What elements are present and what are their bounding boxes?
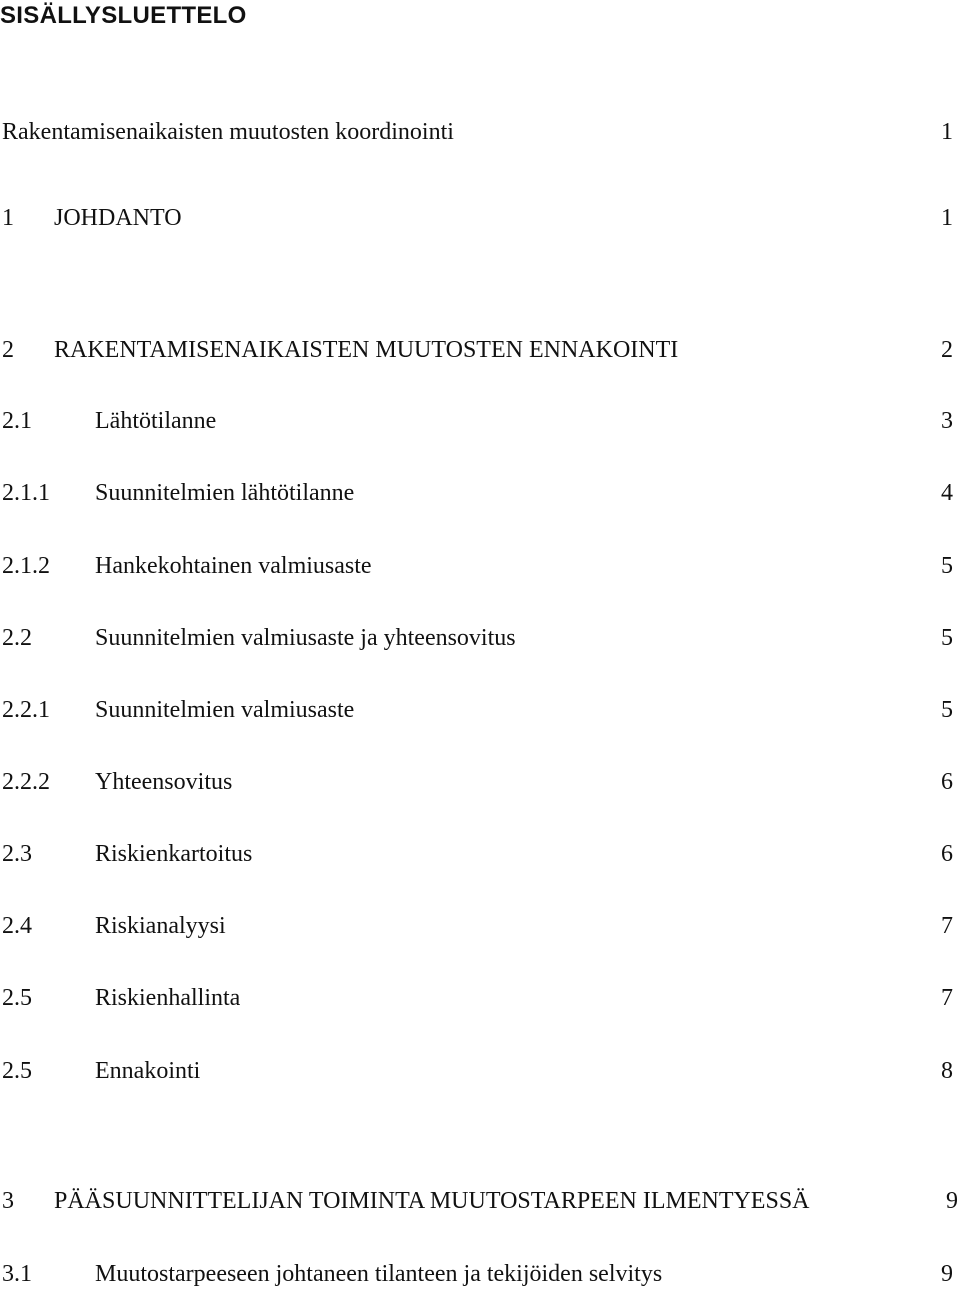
- toc-entry-number: 2.5: [2, 1058, 32, 1084]
- toc-entry-page: 7: [941, 913, 953, 939]
- toc-entry-text: RAKENTAMISENAIKAISTEN MUUTOSTEN ENNAKOINTI: [54, 337, 679, 363]
- toc-entry-text: Rakentamisenaikaisten muutosten koordinointi: [2, 119, 454, 145]
- toc-entry-page: 5: [941, 625, 953, 651]
- toc-entry-text: Suunnitelmien lähtötilanne: [95, 480, 355, 506]
- toc-entry: [0, 982, 960, 1014]
- toc-entry: [0, 622, 960, 654]
- toc-entry-number: 1: [2, 205, 14, 231]
- toc-entry: [0, 766, 960, 798]
- toc-entry: [0, 202, 960, 234]
- toc-title: SISÄLLYSLUETTELO: [0, 2, 247, 29]
- toc-entry-number: 2.5: [2, 985, 32, 1011]
- toc-entry-text: JOHDANTO: [54, 205, 182, 231]
- toc-entry-page: 7: [941, 985, 953, 1011]
- toc-entry-text: Suunnitelmien valmiusaste: [95, 697, 355, 723]
- toc-entry-number: 2.1.2: [2, 553, 50, 579]
- toc-entry-text: Ennakointi: [95, 1058, 201, 1084]
- toc-entry: [0, 334, 960, 366]
- toc-entry: [0, 477, 960, 509]
- toc-entry-text: Yhteensovitus: [95, 769, 233, 795]
- toc-entry: [0, 550, 960, 582]
- toc-entry-number: 2.2: [2, 625, 32, 651]
- toc-entry-page: 6: [941, 841, 953, 867]
- toc-entry-page: 4: [941, 480, 953, 506]
- toc-entry: [0, 1258, 960, 1290]
- toc-entry: [0, 838, 960, 870]
- toc-entry-number: 2.3: [2, 841, 32, 867]
- toc-entry: [0, 694, 960, 726]
- toc-entry-number: 2.4: [2, 913, 32, 939]
- toc-entry-number: 2.1: [2, 408, 32, 434]
- toc-entry-page: 1: [941, 205, 953, 231]
- toc-entry-text: Riskienhallinta: [95, 985, 241, 1011]
- toc-entry-number: 3.1: [2, 1261, 32, 1287]
- toc-entry-page: 9: [946, 1188, 958, 1214]
- toc-entry-page: 6: [941, 769, 953, 795]
- toc-entry-number: 2: [2, 337, 14, 363]
- toc-entry: [0, 1055, 960, 1087]
- toc-entry: [0, 1185, 960, 1217]
- toc-entry-page: 5: [941, 697, 953, 723]
- toc-entry-intro: [0, 116, 960, 148]
- toc-entry-page: 5: [941, 553, 953, 579]
- toc-entry-page: 8: [941, 1058, 953, 1084]
- toc-entry-page: 3: [941, 408, 953, 434]
- toc-entry-page: 9: [941, 1261, 953, 1287]
- toc-entry-text: Lähtötilanne: [95, 408, 217, 434]
- toc-entry-text: Riskienkartoitus: [95, 841, 253, 867]
- toc-entry-page: 2: [941, 337, 953, 363]
- toc-entry-number: 3: [2, 1188, 14, 1214]
- toc-entry-text: Hankekohtainen valmiusaste: [95, 553, 372, 579]
- toc-entry-text: Suunnitelmien valmiusaste ja yhteensovitus: [95, 625, 516, 651]
- toc-entry-text: PÄÄSUUNNITTELIJAN TOIMINTA MUUTOSTARPEEN ILMENTYESSÄ: [54, 1188, 810, 1214]
- toc-entry-number: 2.2.1: [2, 697, 50, 723]
- toc-entry-number: 2.2.2: [2, 769, 50, 795]
- toc-entry-text: Riskianalyysi: [95, 913, 226, 939]
- toc-entry-page: 1: [941, 119, 953, 145]
- toc-entry-number: 2.1.1: [2, 480, 50, 506]
- toc-entry: [0, 405, 960, 437]
- toc-entry: [0, 910, 960, 942]
- toc-entry-text: Muutostarpeeseen johtaneen tilanteen ja tekijöiden selvitys: [95, 1261, 663, 1287]
